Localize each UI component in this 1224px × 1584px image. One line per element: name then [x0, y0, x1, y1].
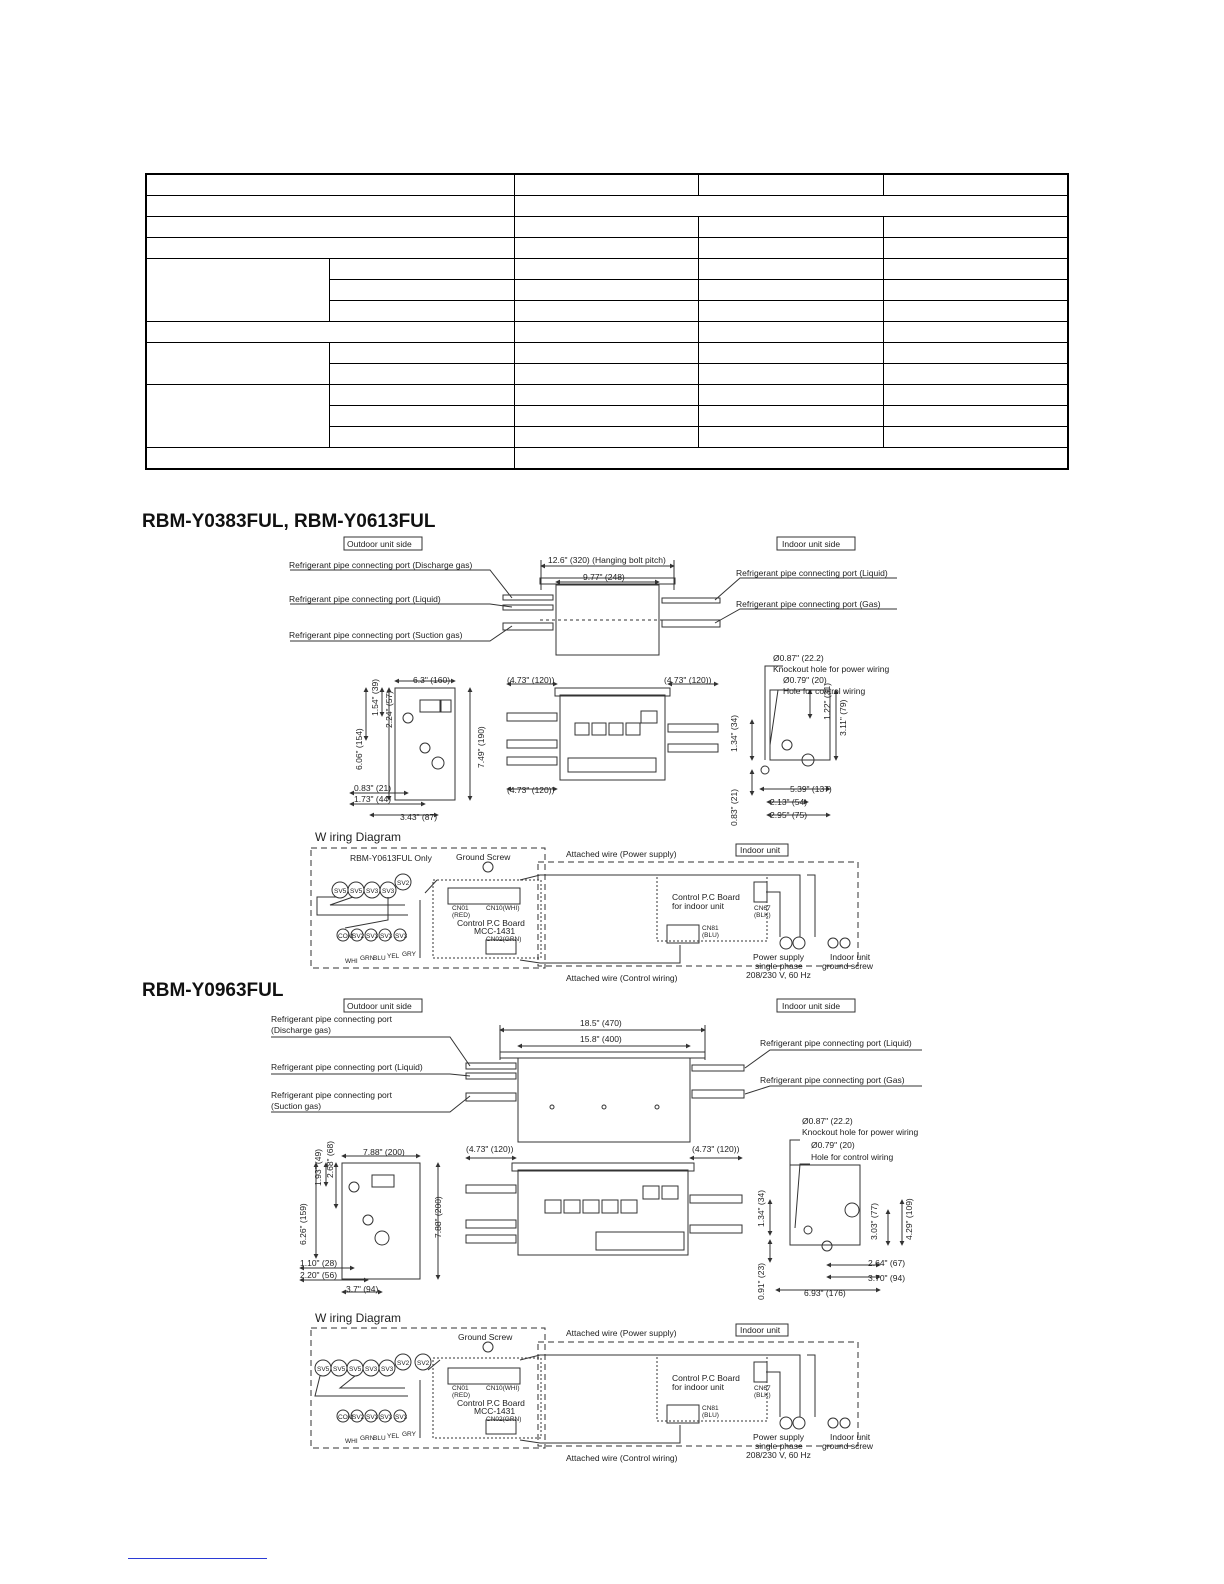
ctrl-board-2b: MCC-1431 [474, 1406, 516, 1416]
terminal-label: COM [338, 1414, 354, 1421]
dim2-r7: 6.93" (176) [804, 1288, 846, 1298]
wiring-only-note: RBM-Y0613FUL Only [350, 853, 432, 863]
middle-view-body [560, 695, 665, 780]
valve-label: SV5 [350, 888, 363, 895]
dim2-v2: 2.68" (68) [325, 1140, 335, 1178]
port-right-2-1: Refrigerant pipe connecting port (Liquid) [760, 1038, 912, 1048]
dim-mid-1: (4.73" (120)) [507, 675, 555, 685]
dim2-r3: 4.29" (109) [904, 1198, 914, 1240]
dim2-r6: 3.70" (94) [868, 1273, 906, 1283]
left-view-body [395, 688, 455, 800]
knockout-3: Ø0.79" (20) [783, 675, 827, 685]
footer-link-line [128, 1558, 267, 1559]
cn02-label: CN02(GRN) [486, 936, 522, 943]
attached-power-2: Attached wire (Power supply) [566, 1328, 677, 1338]
ground-screw-1: Ground Screw [456, 852, 511, 862]
indoor-ground-2a: Indoor unit [830, 1432, 871, 1442]
valve-label: SV5 [317, 1366, 330, 1373]
dim2-h2: 2.20" (56) [300, 1270, 338, 1280]
valve-label: SV5 [334, 888, 347, 895]
cn02-label: CN02(GRN) [486, 1416, 522, 1423]
cn01-label: CN01 [452, 1385, 469, 1392]
top-view-body-2 [518, 1058, 690, 1142]
port-right-1: Refrigerant pipe connecting port (Liquid) [736, 568, 888, 578]
dim-hanging-pitch: 12.6" (320) (Hanging bolt pitch) [548, 555, 666, 565]
dim2-r4: 0.91" (23) [756, 1262, 766, 1300]
right-view-body [770, 690, 830, 760]
valve-label: SV3 [381, 1366, 394, 1373]
left-view-body-2 [342, 1163, 420, 1279]
cn81-label: CN81 [702, 925, 719, 932]
dim2-top-2: 15.8" (400) [580, 1034, 622, 1044]
wire-color: GRN [360, 955, 375, 962]
indoor-board-2b: for indoor unit [672, 1382, 724, 1392]
wire-color: GRY [402, 951, 416, 958]
power-supply-2a: Power supply [753, 1432, 805, 1442]
ctrl-board-1b: MCC-1431 [474, 926, 516, 936]
terminal-label: SV3 [395, 933, 408, 940]
cn10-label: CN10(WHI) [486, 905, 520, 912]
terminal-label: COM [338, 933, 354, 940]
terminal-label: SV2 [352, 933, 365, 940]
outdoor-label-1: Outdoor unit side [347, 539, 412, 549]
dim-h2: 1.73" (44) [354, 794, 392, 804]
dim2-v3: 6.26" (159) [298, 1203, 308, 1245]
port-left-2-1a: Refrigerant pipe connecting port [271, 1014, 392, 1024]
dim2-left-width: 7.88" (200) [363, 1147, 405, 1157]
cn81-color: (BLU) [702, 1412, 719, 1419]
indoor-board-1a: Control P.C Board [672, 892, 740, 902]
dim2-r2: 3.03" (77) [869, 1202, 879, 1240]
port-left-2: Refrigerant pipe connecting port (Liquid) [289, 594, 441, 604]
dim2-r5: 2.64" (67) [868, 1258, 906, 1268]
knockout2-1: Ø0.87" (22.2) [802, 1116, 853, 1126]
knockout-1: Ø0.87" (22.2) [773, 653, 824, 663]
power-supply-1b: single phase [755, 961, 803, 971]
dim-r5: 5.39" (137) [790, 784, 832, 794]
power-supply-2c: 208/230 V, 60 Hz [746, 1450, 811, 1460]
wiring-title-2: W iring Diagram [315, 1311, 402, 1325]
terminal-label: SV3 [366, 1414, 379, 1421]
dim-mid-3: (4.73" (120)) [507, 785, 555, 795]
terminal-label: SV3 [395, 1414, 408, 1421]
knockout-4: Hole for control wiring [783, 686, 866, 696]
indoor-unit-1: Indoor unit [740, 845, 781, 855]
dim2-r1: 1.34" (34) [756, 1189, 766, 1227]
port-left-2-3b: (Suction gas) [271, 1101, 322, 1111]
outdoor-label-2: Outdoor unit side [347, 1001, 412, 1011]
dim-v2: 2.24" (57) [384, 690, 394, 728]
terminal-label: SV2 [352, 1414, 365, 1421]
cn01-label: CN01 [452, 905, 469, 912]
dim2-v1: 1.93" (49) [313, 1148, 323, 1186]
power-supply-1c: 208/230 V, 60 Hz [746, 970, 811, 980]
port-left-1: Refrigerant pipe connecting port (Discharge gas) [289, 560, 473, 570]
dim2-top-1: 18.5" (470) [580, 1018, 622, 1028]
ctrl-board-2a: Control P.C Board [457, 1398, 525, 1408]
dim-width: 9.77" (248) [583, 572, 625, 582]
dim-mid-2: (4.73" (120)) [664, 675, 712, 685]
terminal-label: SV3 [380, 933, 393, 940]
valve-label: SV2 [417, 1360, 430, 1367]
attached-control-2: Attached wire (Control wiring) [566, 1453, 678, 1463]
dim-r4: 0.83" (21) [729, 788, 739, 826]
knockout2-3: Ø0.79" (20) [811, 1140, 855, 1150]
dim-h3: 3.43" (87) [400, 812, 438, 822]
valve-label: SV5 [349, 1366, 362, 1373]
dim-r2: 3.11" (79) [838, 699, 848, 736]
ctrl-board-1a: Control P.C Board [457, 918, 525, 928]
dim-r3: 1.34" (34) [729, 714, 739, 752]
dim2-v4: 7.88" (200) [433, 1196, 443, 1238]
dim-r6: 2.13" (54) [770, 797, 808, 807]
section-title-2: RBM-Y0963FUL [142, 980, 284, 1001]
dim2-h1: 1.10" (28) [300, 1258, 338, 1268]
wire-color: GRY [402, 1431, 416, 1438]
port-left-2-3a: Refrigerant pipe connecting port [271, 1090, 392, 1100]
cn10-label: CN10(WHI) [486, 1385, 520, 1392]
dim-r7: 2.95" (75) [770, 810, 808, 820]
wiring-title-1: W iring Diagram [315, 830, 402, 844]
cn81-label: CN81 [702, 1405, 719, 1412]
valve-label: SV2 [397, 880, 410, 887]
knockout2-4: Hole for control wiring [811, 1152, 894, 1162]
indoor-ground-1b: ground screw [822, 961, 874, 971]
wire-color: BLU [373, 1435, 386, 1442]
dim-left-width: 6.3" (160) [413, 675, 451, 685]
valve-label: SV3 [382, 888, 395, 895]
valve-label: SV3 [366, 888, 379, 895]
valve-label: SV3 [365, 1366, 378, 1373]
dim-v3: 6.06" (154) [354, 728, 364, 770]
dim-r1: 1.22" (31) [822, 682, 832, 720]
knockout2-2: Knockout hole for power wiring [802, 1127, 919, 1137]
dim2-mid-1: (4.73" (120)) [466, 1144, 514, 1154]
wire-color: WHI [345, 1438, 358, 1445]
port-left-2-2: Refrigerant pipe connecting port (Liquid) [271, 1062, 423, 1072]
dim-v4: 7.49" (190) [476, 726, 486, 768]
power-supply-2b: single phase [755, 1441, 803, 1451]
wire-color: WHI [345, 958, 358, 965]
indoor-ground-1a: Indoor unit [830, 952, 871, 962]
terminal-label: SV3 [366, 933, 379, 940]
wire-color: YEL [387, 1433, 400, 1440]
wire-color: YEL [387, 953, 400, 960]
wire-color: BLU [373, 955, 386, 962]
right-view-body-2 [790, 1165, 860, 1245]
cn67-label: CN67 [754, 905, 771, 912]
section-title-1: RBM-Y0383FUL, RBM-Y0613FUL [142, 511, 436, 532]
attached-power-1: Attached wire (Power supply) [566, 849, 677, 859]
indoor-ground-2b: ground screw [822, 1441, 874, 1451]
ground-screw-2: Ground Screw [458, 1332, 513, 1342]
terminal-label: SV3 [380, 1414, 393, 1421]
cn01-color: (RED) [452, 1392, 471, 1399]
dim-h1: 0.83" (21) [354, 783, 392, 793]
indoor-board-2a: Control P.C Board [672, 1373, 740, 1383]
cn01-color: (RED) [452, 912, 471, 919]
attached-control-1: Attached wire (Control wiring) [566, 973, 678, 983]
indoor-label-2: Indoor unit side [782, 1001, 841, 1011]
cn67-color: (BLK) [754, 912, 771, 919]
port-left-2-1b: (Discharge gas) [271, 1025, 331, 1035]
power-supply-1a: Power supply [753, 952, 805, 962]
indoor-board-1b: for indoor unit [672, 901, 724, 911]
knockout-2: Knockout hole for power wiring [773, 664, 890, 674]
wire-color: GRN [360, 1435, 375, 1442]
dim-v1: 1.54" (39) [370, 678, 380, 716]
valve-label: SV2 [397, 1360, 410, 1367]
port-right-2-2: Refrigerant pipe connecting port (Gas) [760, 1075, 905, 1085]
indoor-unit-2: Indoor unit [740, 1325, 781, 1335]
cn81-color: (BLU) [702, 932, 719, 939]
port-left-3: Refrigerant pipe connecting port (Suction gas) [289, 630, 463, 640]
indoor-label-1: Indoor unit side [782, 539, 841, 549]
valve-label: SV5 [333, 1366, 346, 1373]
cn67-color: (BLK) [754, 1392, 771, 1399]
dim2-mid-2: (4.73" (120)) [692, 1144, 740, 1154]
port-right-2: Refrigerant pipe connecting port (Gas) [736, 599, 881, 609]
cn67-label: CN67 [754, 1385, 771, 1392]
dim2-h3: 3.7" (94) [346, 1284, 379, 1294]
